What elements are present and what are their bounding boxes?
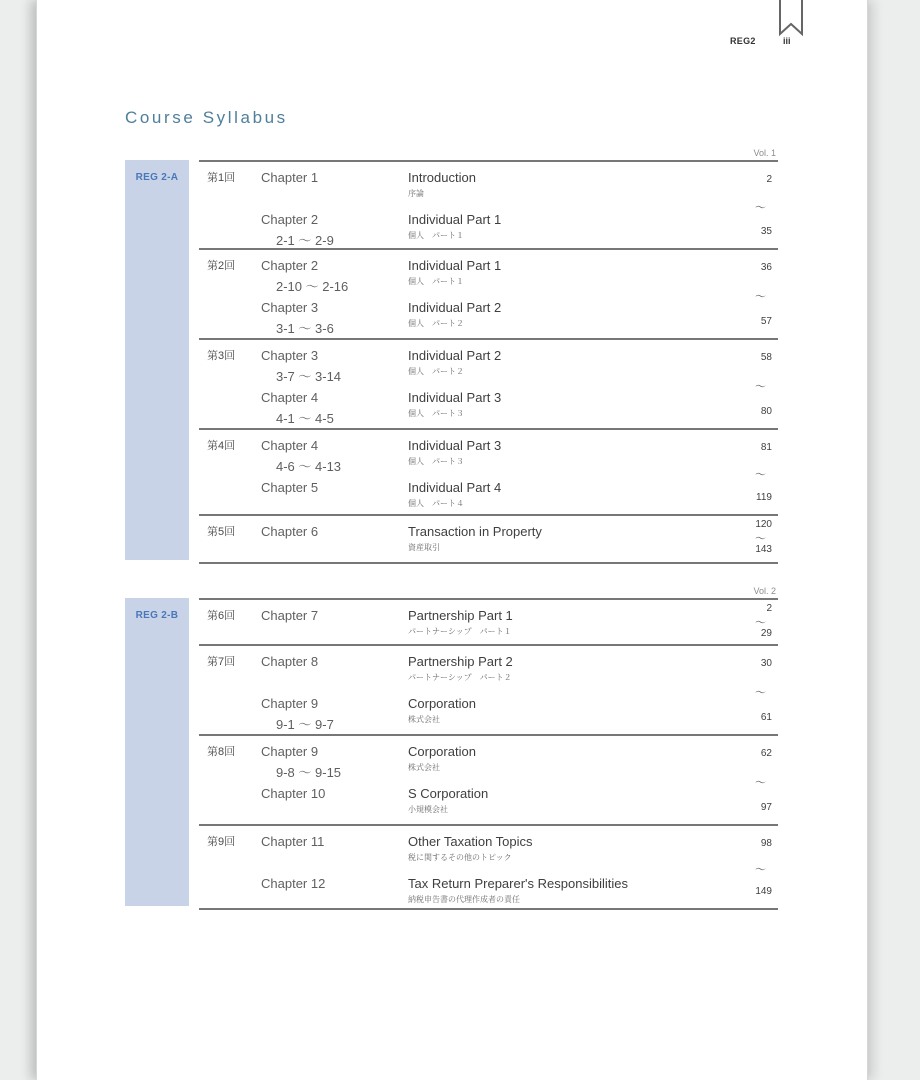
session-row — [199, 516, 778, 564]
chapter-label: Chapter 6 — [261, 524, 319, 539]
topic-title: S Corporation — [408, 786, 489, 801]
session-row — [199, 162, 778, 250]
page-end: 57 — [760, 316, 772, 327]
section-band-label: REG 2-A — [135, 172, 179, 183]
chapter-range: 2-10 ～ 2-16 — [276, 279, 349, 294]
page-end: 29 — [760, 628, 772, 639]
topic-title-japanese: 個人 パート２ — [408, 367, 464, 376]
topic-title-japanese: 個人 パート４ — [408, 499, 464, 508]
volume-label: Vol. 2 — [753, 586, 776, 596]
topic-title-japanese: 序論 — [408, 189, 424, 198]
chapter-label: Chapter 4 — [261, 438, 319, 453]
chapter-label: Chapter 3 — [261, 348, 319, 363]
page-start: 98 — [760, 838, 772, 849]
page-start: 36 — [760, 262, 772, 273]
chapter-label: Chapter 12 — [261, 876, 326, 891]
document-page — [36, 0, 868, 1080]
session-row — [199, 736, 778, 826]
topic-title-japanese: 株式会社 — [408, 763, 440, 772]
topic-title: Tax Return Preparer's Responsibilities — [408, 876, 628, 891]
session-table — [199, 586, 778, 910]
page-end: 149 — [755, 886, 772, 897]
page-range-tilde: 〜 — [755, 202, 766, 214]
topic-title: Individual Part 4 — [408, 480, 502, 495]
topic-title: Individual Part 1 — [408, 212, 502, 227]
page-start: 30 — [760, 658, 772, 669]
topic-title-japanese: 個人 パート２ — [408, 319, 464, 328]
topic-title-japanese: 個人 パート１ — [408, 277, 464, 286]
page-title: Course Syllabus — [125, 108, 288, 127]
section-band-label: REG 2-B — [135, 610, 179, 621]
page-end: 35 — [760, 226, 772, 237]
bookmark-icon[interactable] — [777, 0, 805, 40]
syllabus-section — [125, 148, 778, 564]
header-page-number: iii — [783, 36, 791, 46]
page-end: 119 — [756, 492, 772, 503]
chapter-label: Chapter 5 — [261, 480, 319, 495]
page-range-tilde: 〜 — [755, 469, 766, 481]
page-end: 61 — [760, 712, 772, 723]
topic-title: Corporation — [408, 696, 476, 711]
page-range-tilde: 〜 — [755, 777, 766, 789]
section-band — [125, 160, 189, 560]
topic-title: Individual Part 3 — [408, 438, 502, 453]
chapter-range: 2-1 ～ 2-9 — [276, 233, 334, 248]
session-row — [199, 826, 778, 910]
topic-title: Individual Part 1 — [408, 258, 502, 273]
page-start: 81 — [760, 442, 772, 453]
chapter-label: Chapter 11 — [261, 834, 325, 849]
session-number: 第7回 — [207, 656, 236, 668]
chapter-label: Chapter 9 — [261, 744, 319, 759]
session-number: 第5回 — [207, 526, 236, 538]
session-number: 第8回 — [207, 746, 236, 758]
topic-title-japanese: 個人 パート３ — [408, 409, 464, 418]
topic-title-japanese: パートナーシップ パート１ — [408, 627, 512, 636]
page-start: 2 — [766, 174, 772, 185]
topic-title: Corporation — [408, 744, 476, 759]
chapter-label: Chapter 8 — [261, 654, 319, 669]
topic-title-japanese: 個人 パート１ — [408, 231, 464, 240]
section-band — [125, 598, 189, 906]
page-range-tilde: 〜 — [755, 533, 766, 545]
session-row — [199, 646, 778, 736]
chapter-range: 4-1 ～ 4-5 — [276, 411, 334, 426]
page-start: 2 — [766, 603, 772, 614]
session-row — [199, 250, 778, 340]
page-range-tilde: 〜 — [755, 381, 766, 393]
chapter-range: 9-1 ～ 9-7 — [276, 717, 334, 732]
page-start: 62 — [760, 748, 772, 759]
topic-title-japanese: 株式会社 — [408, 715, 440, 724]
chapter-label: Chapter 1 — [261, 170, 319, 185]
topic-title-japanese: 小規模会社 — [408, 805, 448, 814]
session-number: 第2回 — [207, 260, 236, 272]
session-table — [199, 148, 778, 564]
header-code: REG2 — [730, 36, 756, 46]
topic-title: Transaction in Property — [408, 524, 542, 539]
volume-label: Vol. 1 — [753, 148, 776, 158]
topic-title: Introduction — [408, 170, 476, 185]
syllabus-section — [125, 586, 778, 910]
topic-title: Individual Part 2 — [408, 348, 502, 363]
chapter-range: 3-1 ～ 3-6 — [276, 321, 334, 336]
page-start: 58 — [760, 352, 772, 363]
page-end: 97 — [760, 802, 772, 813]
chapter-range: 4-6 ～ 4-13 — [276, 459, 342, 474]
chapter-label: Chapter 4 — [261, 390, 319, 405]
session-number: 第1回 — [207, 172, 236, 184]
page-end: 143 — [755, 544, 772, 555]
session-number: 第6回 — [207, 610, 236, 622]
session-number: 第3回 — [207, 350, 236, 362]
session-row — [199, 340, 778, 430]
topic-title-japanese: 納税申告書の代理作成者の責任 — [408, 895, 520, 904]
topic-title: Individual Part 3 — [408, 390, 502, 405]
page-range-tilde: 〜 — [755, 291, 766, 303]
page-range-tilde: 〜 — [755, 864, 766, 876]
page-range-tilde: 〜 — [755, 617, 766, 629]
chapter-label: Chapter 2 — [261, 212, 319, 227]
session-number: 第4回 — [207, 440, 236, 452]
page-end: 80 — [760, 406, 772, 417]
page-start: 120 — [755, 519, 772, 530]
topic-title: Other Taxation Topics — [408, 834, 533, 849]
session-row — [199, 430, 778, 516]
page-range-tilde: 〜 — [755, 687, 766, 699]
topic-title-japanese: 資産取引 — [408, 543, 440, 552]
chapter-label: Chapter 7 — [261, 608, 319, 623]
session-number: 第9回 — [207, 836, 236, 848]
chapter-label: Chapter 10 — [261, 786, 326, 801]
chapter-label: Chapter 2 — [261, 258, 319, 273]
session-row — [199, 600, 778, 646]
topic-title-japanese: パートナーシップ パート２ — [408, 673, 512, 682]
topic-title-japanese: 税に関するその他のトピック — [408, 853, 512, 862]
chapter-range: 9-8 ～ 9-15 — [276, 765, 342, 780]
chapter-label: Chapter 9 — [261, 696, 319, 711]
topic-title: Individual Part 2 — [408, 300, 502, 315]
topic-title-japanese: 個人 パート３ — [408, 457, 464, 466]
chapter-range: 3-7 ～ 3-14 — [276, 369, 342, 384]
topic-title: Partnership Part 2 — [408, 654, 513, 669]
chapter-label: Chapter 3 — [261, 300, 319, 315]
topic-title: Partnership Part 1 — [408, 608, 513, 623]
